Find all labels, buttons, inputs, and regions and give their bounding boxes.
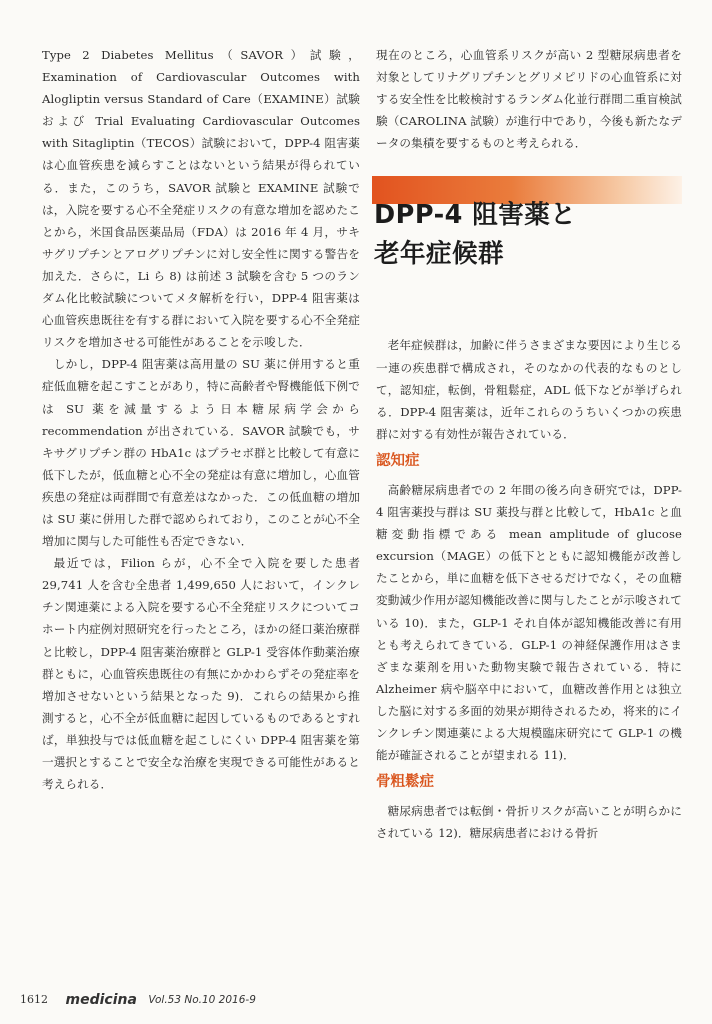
osteoporosis-paragraph: 糖尿病患者では転倒・骨折リスクが高いことが明らかにされている 12)．糖尿病患者における骨折 [376, 804, 682, 841]
left-paragraph-1: Type 2 Diabetes Mellitus（SAVOR）試験，Examination of Cardiovascular Outcomes with Alogliptin versus Standard of Care（EXAMINE）試験および Trial Evaluating Cardiovascular Outcomes with Sitagliptin（TECOS）試験において，DPP-4 阻害薬は心血管疾患を減らすことはないという結果が得られている．また，このうち，SAVOR 試験と EXAMINE 試験では，入院を要する心不全発症リスクの有意な増加を認めたことから，米国食品医薬品局（FDA）は 2016 年 4 月，サキサグリプチンとアログリプチンに対し安全性に関する警告を加えた．さらに，Li ら 8) は前述 3 試験を含む 5 つのランダム化比較試験についてメタ解析を行い，DPP-4 阻害薬は心血管疾患既往を有する群において入院を要する心不全発症リスクを増加させる可能性があることを示唆した． [42, 48, 360, 350]
section-title [374, 196, 576, 274]
section-title-line1: DPP-4 阻害薬と [374, 200, 577, 231]
section-intro-paragraph: 老年症候群は，加齢に伴うさまざまな要因により生じる一連の疾患群で構成され，そのなかの代表的なものとして，認知症，転倒，骨粗鬆症，ADL 低下などが挙げられる．DPP-4 阻害薬は，近年これらのうちいくつかの疾患群に対する有効性が報告されている． [376, 338, 682, 441]
page-footer [20, 990, 700, 1010]
dementia-paragraph: 高齢糖尿病患者での 2 年間の後ろ向き研究では，DPP-4 阻害薬投与群は SU 薬投与群と比較して，HbA1c と血糖変動指標である mean amplitude of glucose excursion（MAGE）の低下とともに認知機能が改善したことから，単に血糖を低下させるだけでなく，その血糖変動減少作用が認知機能改善に関与したことが示唆されている 10)．また，GLP-1 それ自体が認知機能改善に有用とも考えられてきている．GLP-1 の神経保護作用はさまざまな薬剤を用いた動物実験で報告されている．特に Alzheimer 病や脳卒中において，血糖改善作用とは独立した脳に対する多面的効果が期待されるため，将来的にインクレチン関連薬による大規模臨床研究にて GLP-1 の機能が確証されることが望まれる 11)． [376, 482, 682, 763]
left-paragraph-3: 最近では，Filion らが，心不全で入院を要した患者 29,741 人を含む全患者 1,499,650 人において，インクレチン関連薬による入院を要する心不全発症リスクについてコホート内症例対照研究を行ったところ，ほかの経口薬治療群と比較し，DPP-4 阻害薬治療群と GLP-1 受容体作動薬治療群ともに，心血管疾患既往の有無にかかわらずその発症率を増加させないという結果となった 9)．これらの結果から推測すると，心不全が低血糖に起因しているものであるとすれば，単独投与では低血糖を起こしにくい DPP-4 阻害薬を第一選択とすることで安全な治療を実現できる可能性があると考えられる． [42, 556, 360, 792]
subheading-dementia: 認知症 [376, 452, 420, 469]
right-column [376, 44, 682, 844]
section-title-line2: 老年症候群 [374, 239, 505, 270]
right-intro-paragraph: 現在のところ，心血管系リスクが高い 2 型糖尿病患者を対象としてリナグリプチンとグリメピリドの心血管系に対する安全性を比較検討するランダム化並行群間二重盲検試験（CAROLINA 試験）が進行中であり，今後も新たなデータの集積を要するものと考えられる． [376, 48, 682, 151]
left-column [42, 44, 360, 795]
subheading-osteoporosis: 骨粗鬆症 [376, 774, 434, 791]
journal-name: medicina [65, 992, 137, 1008]
volume-info: Vol.53 No.10 2016-9 [148, 994, 256, 1006]
left-paragraph-2: しかし，DPP-4 阻害薬は高用量の SU 薬に併用すると重症低血糖を起こすことがあり，特に高齢者や腎機能低下例では SU 薬を減量するよう日本糖尿病学会から recommendation が出されている．SAVOR 試験でも，サキサグリプチン群の HbA1c はプラセボ群と比較して有意に低下したが，低血糖と心不全の発症は有意に増加し，心血管疾患の発症は両群間で有意差はなかった．この低血糖の増加は SU 薬に併用した群で認められており，このことが心不全増加に関与した可能性も否定できない． [42, 357, 360, 549]
section-heading-banner [372, 176, 682, 312]
page-number: 1612 [20, 993, 48, 1006]
